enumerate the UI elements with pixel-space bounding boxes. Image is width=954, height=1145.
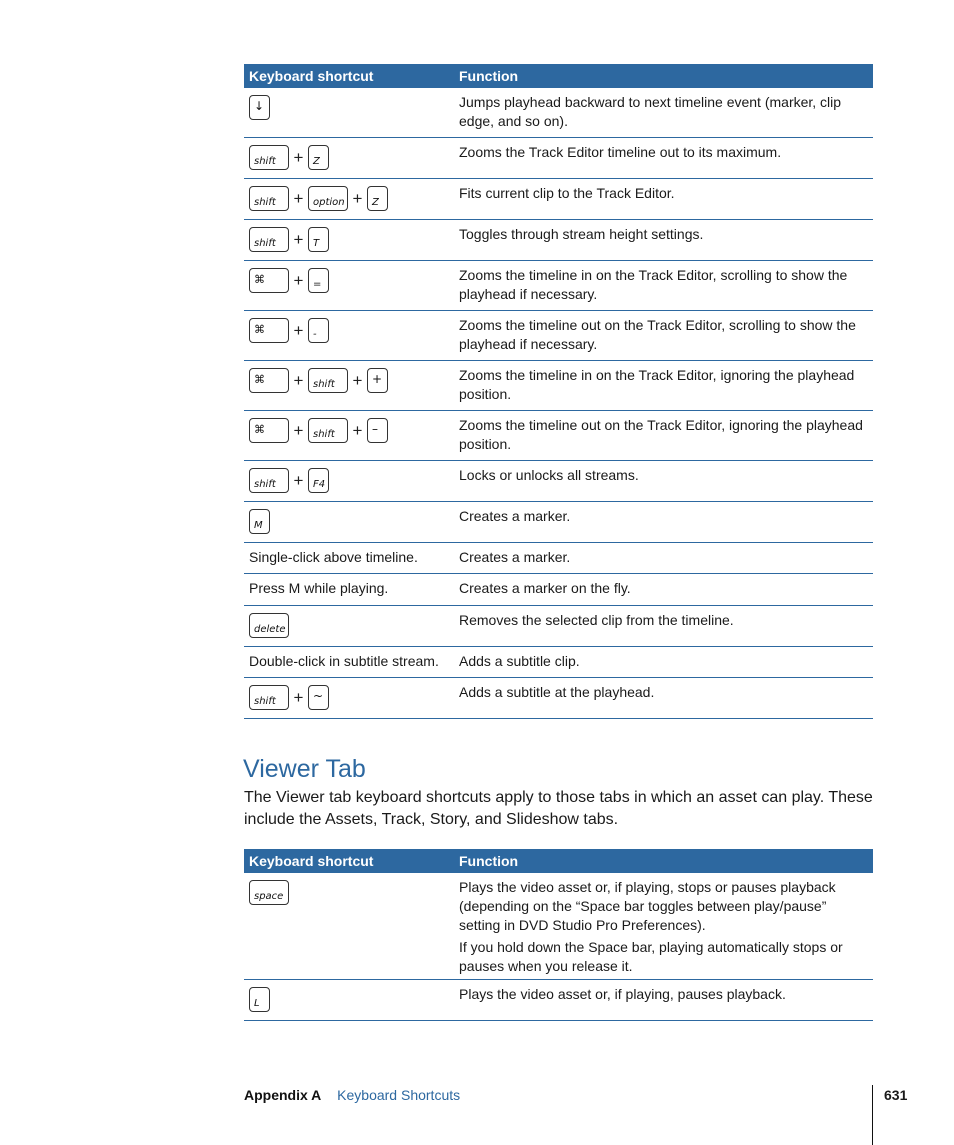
key-cap: ~ [308,685,329,710]
shortcut-cell: Press M while playing. [249,580,389,596]
function-description: Jumps playhead backward to next timeline event (marker, clip edge, and so on). [459,94,842,129]
page-footer [244,1087,460,1103]
key-cap: option [308,186,348,211]
key-cap: shift [308,418,348,443]
plus-sign: + [293,271,304,290]
shortcut-cell [249,987,270,1012]
shortcut-cell [249,95,270,120]
section-intro: The Viewer tab keyboard shortcuts apply to those tabs in which an asset can play. These include the Assets, Track, Story, and Slideshow tabs. [244,789,873,828]
plus-sign: + [293,688,304,707]
function-description: Zooms the Track Editor timeline out to its maximum. [459,144,782,160]
table-row [244,606,873,647]
header-keyboard-shortcut: Keyboard shortcut [249,68,374,84]
table-header [244,849,873,873]
shortcut-cell [249,613,289,638]
function-description: Creates a marker. [459,508,571,524]
table-row [244,88,873,138]
key-cap: - [308,318,329,343]
table-row [244,411,873,461]
function-cell [459,606,873,630]
key-cap: shift [249,685,289,710]
key-cap: = [308,268,329,293]
key-cap: ↓ [249,95,270,120]
key-cap: L [249,987,270,1012]
function-cell [459,543,873,567]
footer-appendix: Appendix A [244,1087,322,1103]
page-number: 631 [884,1087,908,1103]
function-cell [459,678,873,702]
plus-sign: + [352,371,363,390]
plus-sign: + [293,471,304,490]
function-cell [459,461,873,485]
table-row [244,502,873,543]
command-key-cap: ⌘ [249,318,289,343]
key-cap: + [367,368,388,393]
table-row [244,311,873,361]
shortcut-cell [249,685,329,710]
function-cell [459,980,873,1004]
plus-sign: + [293,148,304,167]
function-cell [459,179,873,203]
table-row [244,543,873,574]
shortcut-cell [249,268,329,293]
shortcut-cell: Single-click above timeline. [249,549,418,565]
table-row [244,647,873,678]
key-cap: Z [367,186,388,211]
key-cap: delete [249,613,289,638]
table-header [244,64,873,88]
key-cap: M [249,509,270,534]
function-description: Removes the selected clip from the timeline. [459,612,734,628]
table-row [244,980,873,1021]
function-cell [459,220,873,244]
header-function: Function [459,853,519,869]
table-row [244,574,873,606]
plus-sign: + [352,421,363,440]
plus-sign: + [293,189,304,208]
table-row [244,678,873,719]
table-row [244,261,873,311]
table-row [244,873,873,980]
command-key-cap: ⌘ [249,368,289,393]
shortcut-cell [249,468,329,493]
footer-chapter-title: Keyboard Shortcuts [337,1087,461,1103]
header-keyboard-shortcut: Keyboard shortcut [249,853,374,869]
table-row [244,220,873,261]
shortcut-cell [249,368,388,393]
function-description: Zooms the timeline in on the Track Editor, ignoring the playhead position. [459,367,855,402]
plus-sign: + [293,421,304,440]
key-cap: – [367,418,388,443]
shortcuts-table-viewer-tab [244,849,873,1021]
shortcut-cell [249,318,329,343]
table-row [244,461,873,502]
shortcuts-table-track-editor [244,64,873,719]
function-cell [459,88,873,131]
function-description: Plays the video asset or, if playing, pauses playback. [459,986,786,1002]
shortcut-cell: Double-click in subtitle stream. [249,653,439,669]
function-cell [459,361,873,404]
key-cap: space [249,880,289,905]
function-description: Zooms the timeline out on the Track Editor, scrolling to show the playhead if necessary. [459,317,856,352]
key-cap: shift [249,145,289,170]
shortcut-cell [249,186,388,211]
function-description: If you hold down the Space bar, playing automatically stops or pauses when you release it. [459,939,843,974]
command-key-cap: ⌘ [249,418,289,443]
key-cap: shift [308,368,348,393]
plus-sign: + [293,321,304,340]
key-cap: shift [249,186,289,211]
function-description: Plays the video asset or, if playing, stops or pauses playback (depending on the “Space bar toggles between play/pause” setting in DVD Studio Pro Preferences). [459,879,836,933]
function-cell [459,502,873,526]
shortcut-cell [249,418,388,443]
key-cap: Z [308,145,329,170]
function-cell [459,647,873,671]
header-function: Function [459,68,519,84]
command-key-cap: ⌘ [249,268,289,293]
function-description: Adds a subtitle at the playhead. [459,684,655,700]
function-cell [459,873,873,976]
table-row [244,138,873,179]
function-description: Zooms the timeline out on the Track Editor, ignoring the playhead position. [459,417,863,452]
function-description: Fits current clip to the Track Editor. [459,185,675,201]
function-description: Zooms the timeline in on the Track Editor, scrolling to show the playhead if necessary. [459,267,848,302]
plus-sign: + [293,230,304,249]
function-description: Creates a marker on the fly. [459,580,631,596]
function-cell [459,574,873,598]
function-cell [459,311,873,354]
key-cap: shift [249,468,289,493]
function-cell [459,411,873,454]
function-description: Adds a subtitle clip. [459,653,580,669]
footer-divider [872,1085,873,1145]
shortcut-cell [249,227,329,252]
function-description: Creates a marker. [459,549,571,565]
section-heading: Viewer Tab [243,755,366,783]
plus-sign: + [293,371,304,390]
function-description: Locks or unlocks all streams. [459,467,639,483]
key-cap: T [308,227,329,252]
key-cap: shift [249,227,289,252]
function-description: Toggles through stream height settings. [459,226,704,242]
table-row [244,179,873,220]
shortcut-cell [249,145,329,170]
function-cell [459,261,873,304]
table-row [244,361,873,411]
plus-sign: + [352,189,363,208]
key-cap: F4 [308,468,329,493]
shortcut-cell [249,509,270,534]
shortcut-cell [249,880,289,905]
function-cell [459,138,873,162]
